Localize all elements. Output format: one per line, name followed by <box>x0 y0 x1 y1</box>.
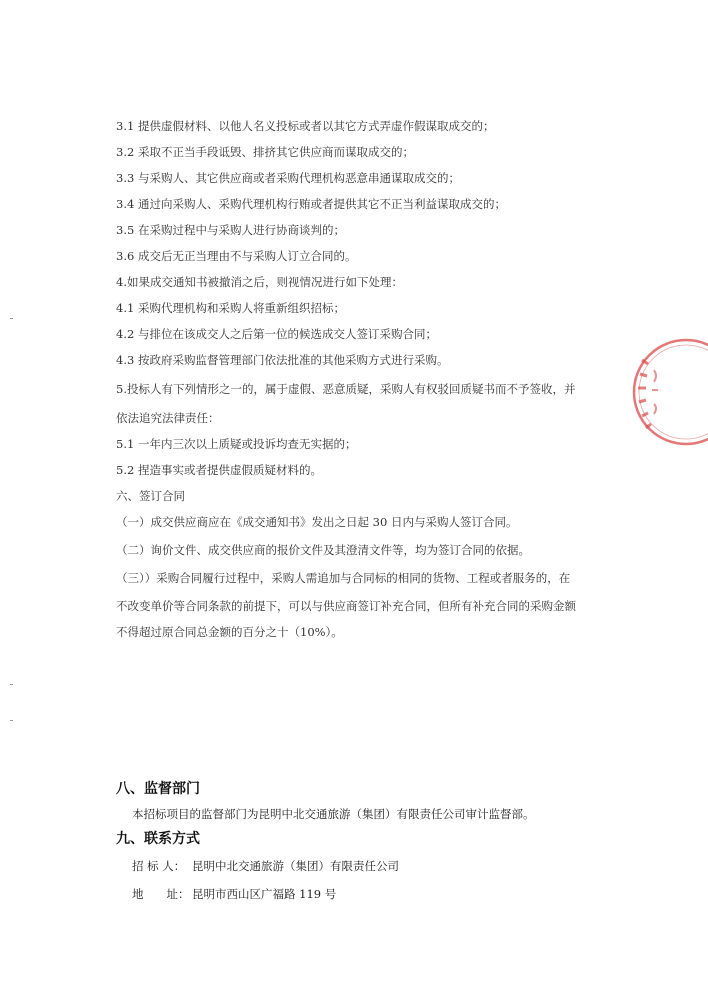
clause-5: 5.投标人有下列情形之一的，属于虚假、恶意质疑，采购人有权驳回质疑书而不予签收，并 <box>116 382 576 396</box>
address-row <box>132 886 336 902</box>
section-6-item-1: （一）成交供应商应在《成交通知书》发出之日起 30 日内与采购人签订合同。 <box>116 515 518 529</box>
address-label: 地 址： <box>132 887 190 901</box>
clause-4: 4.如果成交通知书被撤消之后，则视情况进行如下处理： <box>116 275 403 289</box>
seal-icon <box>628 330 708 460</box>
clause-5-1: 5.1 一年内三次以上质疑或投诉均查无实据的； <box>116 437 357 451</box>
clause-4-2: 4.2 与排位在该成交人之后第一位的候选成交人签订采购合同； <box>116 327 437 341</box>
clause-3-6: 3.6 成交后无正当理由不与采购人订立合同的。 <box>116 249 357 263</box>
section-8-heading: 八、监督部门 <box>116 781 200 797</box>
clause-4-3: 4.3 按政府采购监督管理部门依法批准的其他采购方式进行采购。 <box>116 353 449 367</box>
clause-3-1: 3.1 提供虚假材料、以他人名义投标或者以其它方式弄虚作假谋取成交的； <box>116 119 495 133</box>
clause-5-cont: 依法追究法律责任： <box>116 411 220 425</box>
section-9-heading: 九、联系方式 <box>116 831 200 847</box>
section-6-item-3-cont1: 不改变单价等合同条款的前提下，可以与供应商签订补充合同，但所有补充合同的采购金额 <box>116 599 576 613</box>
section-6-heading: 六、签订合同 <box>116 489 185 503</box>
section-6-item-3-cont2: 不得超过原合同总金额的百分之十（10%）。 <box>116 625 343 639</box>
scan-speck <box>10 684 13 685</box>
clause-3-2: 3.2 采取不正当手段诋毁、排挤其它供应商而谋取成交的； <box>116 145 414 159</box>
section-6-item-2: （二）询价文件、成交供应商的报价文件及其澄清文件等，均为签订合同的依据。 <box>116 543 530 557</box>
clause-3-4: 3.4 通过向采购人、采购代理机构行贿或者提供其它不正当利益谋取成交的； <box>116 197 506 211</box>
official-seal-stamp <box>628 330 708 460</box>
section-6-item-3: （三））采购合同履行过程中，采购人需追加与合同标的相同的货物、工程或者服务的，在 <box>116 571 571 585</box>
clause-3-3: 3.3 与采购人、其它供应商或者采购代理机构恶意串通谋取成交的； <box>116 171 460 185</box>
clause-4-1: 4.1 采购代理机构和采购人将重新组织招标； <box>116 301 345 315</box>
clause-3-5: 3.5 在采购过程中与采购人进行协商谈判的； <box>116 223 345 237</box>
scan-speck <box>10 720 13 721</box>
tenderer-value: 昆明中北交通旅游（集团）有限责任公司 <box>192 859 399 873</box>
clause-5-2: 5.2 捏造事实或者提供虚假质疑材料的。 <box>116 463 322 477</box>
tenderer-row <box>132 858 399 874</box>
section-8-text: 本招标项目的监督部门为昆明中北交通旅游（集团）有限责任公司审计监督部。 <box>132 807 535 821</box>
address-value: 昆明市西山区广福路 119 号 <box>192 887 337 901</box>
tenderer-label: 招 标 人： <box>132 859 186 873</box>
scan-speck <box>10 318 13 319</box>
